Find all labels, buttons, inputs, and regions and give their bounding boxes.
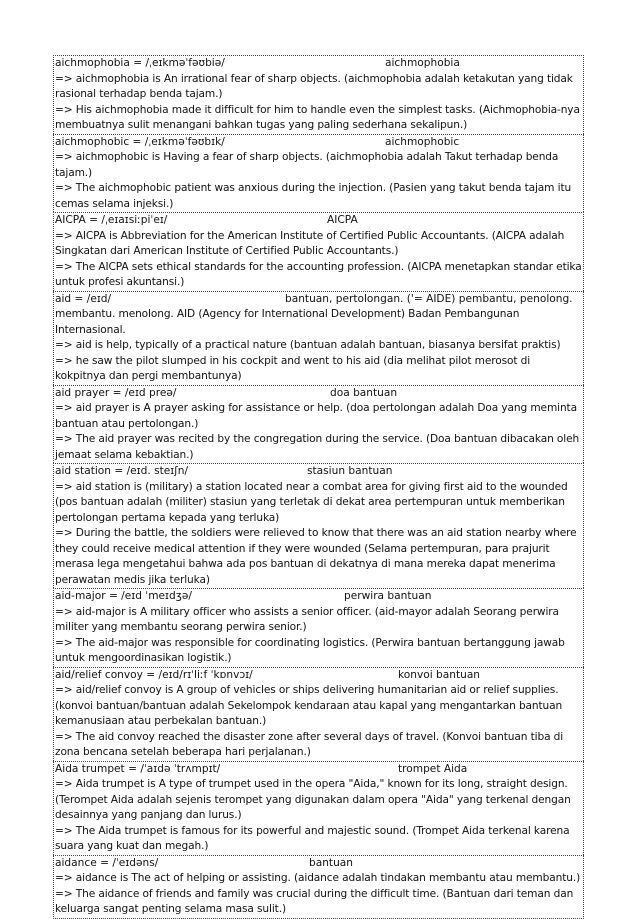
entry-definition: => aid/relief convoy is A group of vehicles or ships delivering humanitarian aid or relief supplies. (konvoi bantuan/bantuan adalah Sekelompok kendaraan atau kapal yang mengantarkan bantuan kemanusiaan atau perbekalan bantuan.) [55, 684, 563, 727]
entry-headword: Aida trumpet = /ˈaɪdə ˈtrʌmpɪt/ [55, 762, 221, 775]
entry-definition: => aid station is (military) a station located near a combat area for giving first aid to the wounded (pos bantuan adalah (militer) stasiun yang terletak di dekat area pertempuran untuk memberikan pertolongan pertama kepada yang terluka) [55, 480, 568, 524]
entry-headline [55, 464, 583, 480]
dictionary-entry [53, 761, 584, 855]
entry-definition: => aid-major is A military officer who assists a senior officer. (aid-mayor adalah Seorang perwira militer yang membantu seorang perwira senior.) [55, 605, 559, 633]
entry-headline [55, 589, 583, 605]
entry-headline [55, 213, 583, 229]
entry-example: => The aid convoy reached the disaster zone after several days of travel. (Konvoi bantuan tiba di zona bencana setelah beberapa hari perjalanan.) [55, 730, 564, 758]
entry-headline [55, 856, 583, 872]
dictionary-entry [53, 55, 584, 134]
entry-example: => The aichmophobic patient was anxious during the injection. (Pasien yang takut benda tajam itu cemas selama injeksi.) [55, 182, 572, 210]
entry-gloss: doa bantuan [330, 386, 398, 399]
entry-headword: aid-major = /eɪd ˈmeɪdʒə/ [55, 590, 192, 602]
entry-headword: aichmophobia = /ˌeɪkməˈfəʊbiə/ [55, 57, 225, 69]
entry-headline [55, 292, 583, 308]
entry-example: => The aid prayer was recited by the congregation during the service. (Doa bantuan dibacakan oleh jemaat selama kebaktian.) [55, 433, 580, 461]
entry-headword: aid/relief convoy = /eɪd/rɪˈliːf ˈkɒnvɔɪ/ [55, 668, 253, 681]
entry-gloss: trompet Aida [398, 762, 468, 775]
entry-headline [55, 135, 583, 151]
entry-definition: => Aida trumpet is A type of trumpet used in the opera "Aida," known for its long, straight design. (Terompet Aida adalah sejenis terompet yang digunakan dalam opera "Aida" yang terkenal dengan desainnya yang panjang dan lurus.) [55, 778, 571, 821]
entry-definition: => aidance is The act of helping or assisting. (aidance adalah tindakan membantu atau membantu.) [55, 872, 581, 884]
entry-example: => The aid-major was responsible for coordinating logistics. (Perwira bantuan bertanggung jawab untuk mengoordinasikan logistik.) [55, 636, 565, 664]
dictionary-entry [53, 134, 584, 213]
entry-example: => The AICPA sets ethical standards for the accounting profession. (AICPA menetapkan standar etika untuk profesi akuntansi.) [55, 260, 582, 288]
entry-headword: aichmophobic = /ˌeɪkməˈfəʊbɪk/ [55, 135, 225, 148]
entry-headword: AICPA = /ˌeɪaɪsiːpiˈeɪ/ [55, 214, 168, 226]
entry-example: => His aichmophobia made it difficult for him to handle even the simplest tasks. (Aichmophobia-nya membuatnya sulit menangani bahkan tugas yang paling sederhana sekalipun.) [55, 103, 580, 131]
entry-headword: aid = /eɪd/ [55, 292, 112, 305]
entry-definition: => aid is help, typically of a practical nature (bantuan adalah bantuan, biasanya bersifat praktis) [55, 339, 561, 351]
dictionary-sheet [53, 55, 584, 919]
dictionary-entry [53, 291, 584, 385]
entry-headline [55, 386, 583, 402]
entry-gloss: perwira bantuan [344, 590, 432, 602]
entry-definition: => aichmophobic is Having a fear of sharp objects. (aichmophobia adalah Takut terhadap benda tajam.) [55, 151, 559, 179]
entry-gloss: AICPA [327, 214, 358, 226]
entry-gloss: stasiun bantuan [307, 465, 393, 477]
entry-headword: aid prayer = /eɪd preə/ [55, 386, 177, 399]
entry-gloss: aichmophobic [385, 135, 460, 148]
dictionary-entry [53, 855, 584, 919]
dictionary-entry [53, 588, 584, 667]
entry-headword: aidance = /ˈeɪdəns/ [55, 856, 159, 869]
entry-example: => he saw the pilot slumped in his cockpit and went to his aid (dia melihat pilot merosot di kokpitnya dan pergi membantunya) [55, 354, 531, 382]
entry-definition: => aichmophobia is An irrational fear of sharp objects. (aichmophobia adalah ketakutan yang tidak rasional terhadap benda tajam.) [55, 72, 573, 100]
entry-headline [55, 56, 583, 72]
entry-definition: => AICPA is Abbreviation for the American Institute of Certified Public Accountants. (AICPA adalah Singkatan dari American Institute of Certified Public Accountants.) [55, 229, 565, 257]
entry-example: => During the battle, the soldiers were relieved to know that there was an aid station nearby where they could receive medical attention if they were wounded (Selama pertempuran, para prajurit merasa lega mengetahui bahwa ada pos bantuan di dekatnya di mana mereka dapat menerima perawatan medis jika terluka) [55, 527, 577, 586]
entry-gloss: bantuan, pertolongan. ('= AIDE) pembantu, penolong. [285, 292, 573, 305]
dictionary-entry [53, 667, 584, 761]
entry-headline [55, 668, 583, 684]
entry-gloss-continuation: membantu. menolong. AID (Agency for International Development) Badan Pembangunan Internasional. [55, 308, 520, 336]
entry-definition: => aid prayer is A prayer asking for assistance or help. (doa pertolongan adalah Doa yang meminta bantuan atau pertolongan.) [55, 402, 577, 430]
entry-gloss: konvoi bantuan [398, 668, 481, 681]
entry-example: => The Aida trumpet is famous for its powerful and majestic sound. (Trompet Aida terkenal karena suara yang kuat dan megah.) [55, 824, 570, 852]
entry-headword: aid station = /eɪd. steɪʃn/ [55, 465, 189, 477]
entry-example: => The aidance of friends and family was crucial during the difficult time. (Bantuan dari teman dan keluarga sangat penting selama masa sulit.) [55, 887, 574, 915]
entry-gloss: bantuan [309, 856, 354, 869]
dictionary-entry [53, 385, 584, 464]
dictionary-entry [53, 212, 584, 291]
entry-gloss: aichmophobia [385, 57, 460, 69]
dictionary-entry [53, 463, 584, 588]
entry-headline [55, 762, 583, 778]
